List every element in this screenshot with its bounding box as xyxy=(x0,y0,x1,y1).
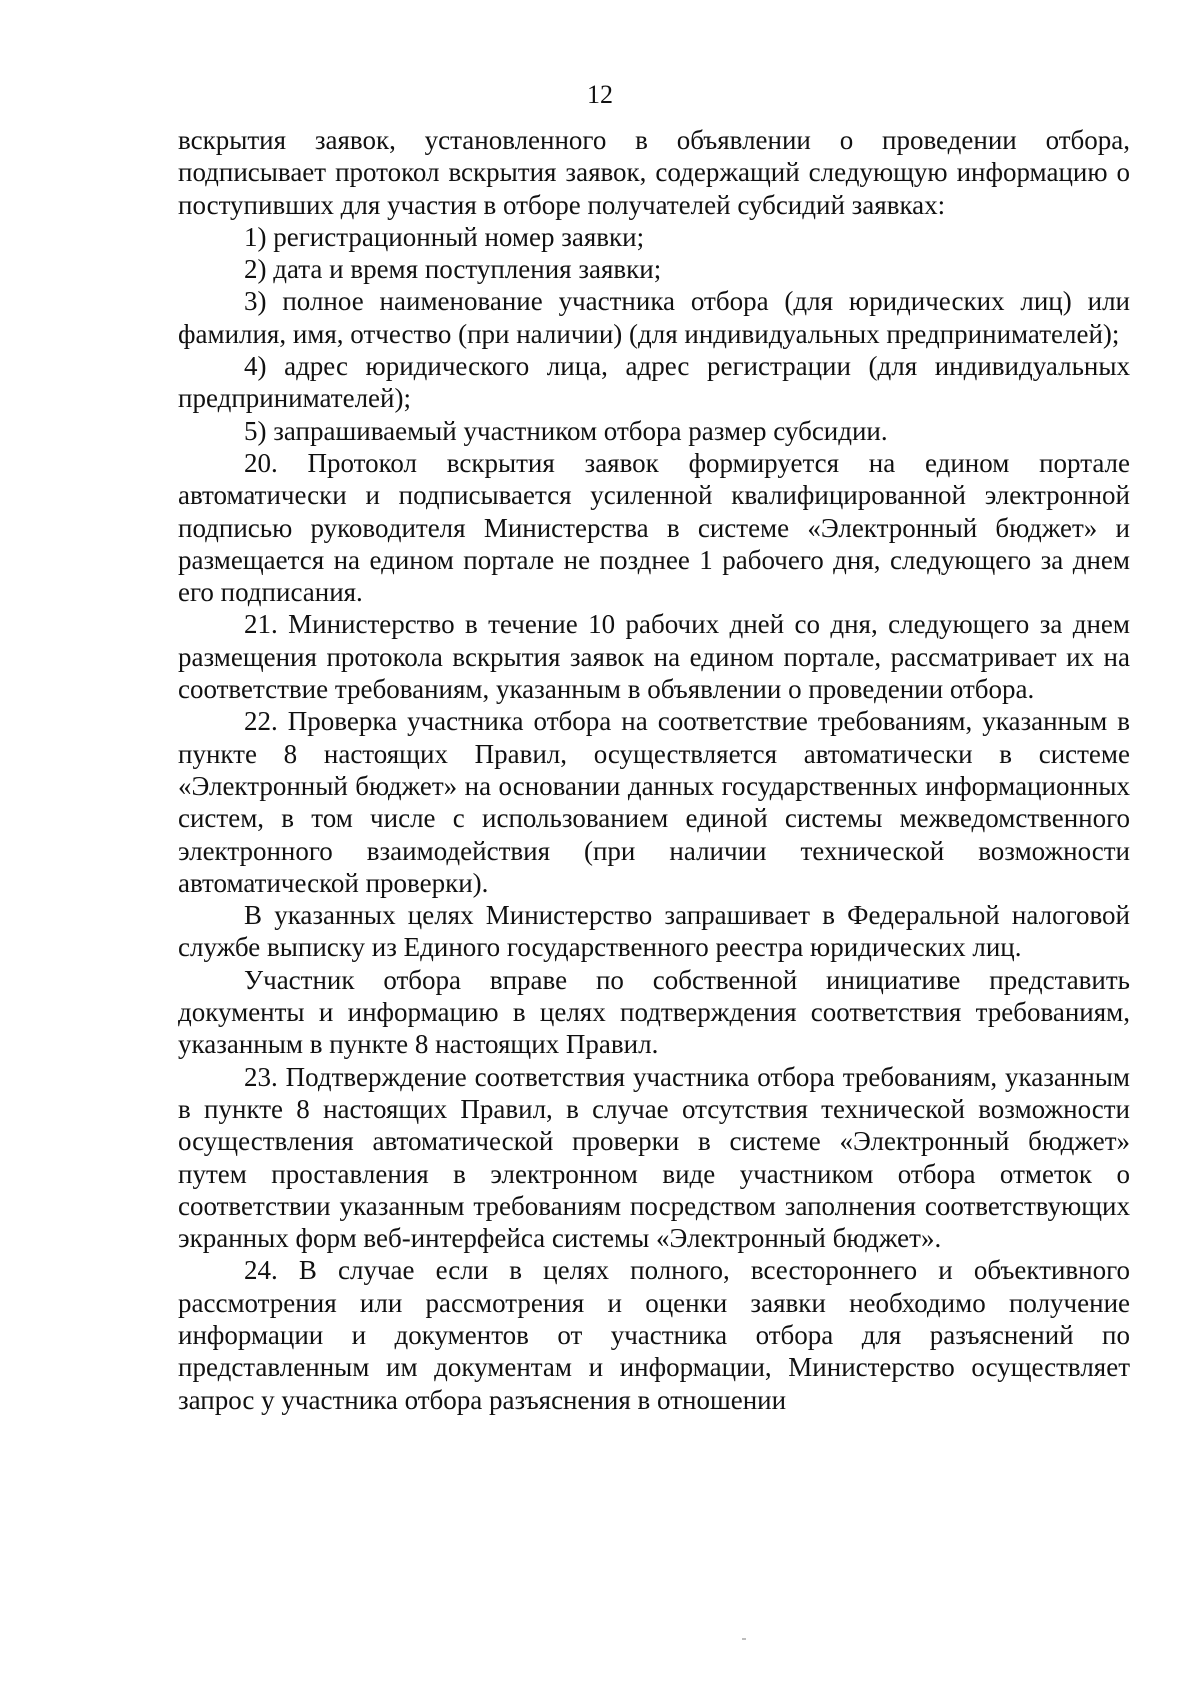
list-item-1: 1) регистрационный номер заявки; xyxy=(244,221,645,252)
list-item-3: 3) полное наименование участника отбора (для юридических лиц) или фамилия, имя, отчество (при наличии) (для индивидуальных предпринимателей); xyxy=(178,286,1130,349)
scan-mark xyxy=(742,1638,746,1640)
clause-20: 20. Протокол вскрытия заявок формируется на едином портале автоматически и подписывается усиленной квалифицированной электронной подписью руководителя Министерства в системе «Электронный бюджет» и размещается на едином портале не позднее 1 рабочего дня, следующего за днем его подписания. xyxy=(178,447,1130,608)
list-item-2: 2) дата и время поступления заявки; xyxy=(244,254,662,285)
document-body xyxy=(178,124,1130,1416)
clause-24: 24. В случае если в целях полного, всестороннего и объективного рассмотрения или рассмотрения и оценки заявки необходимо получение информации и документов от участника отбора для разъяснений по представленным им документам и информации, Министерство осуществляет запрос у участника отбора разъяснения в отношении xyxy=(178,1255,1130,1415)
list-item-5: 5) запрашиваемый участником отбора размер субсидии. xyxy=(244,415,888,446)
paragraph-continuation: вскрытия заявок, установленного в объявлении о проведении отбора, подписывает протокол вскрытия заявок, содержащий следующую информацию о поступивших для участия в отборе получателей субсидий заявках: xyxy=(178,125,1130,220)
list-item-4: 4) адрес юридического лица, адрес регистрации (для индивидуальных предпринимателей); xyxy=(178,351,1130,414)
clause-22-paragraph-2: В указанных целях Министерство запрашивает в Федеральной налоговой службе выписку из Единого государственного реестра юридических лиц. xyxy=(178,900,1130,963)
clause-23: 23. Подтверждение соответствия участника отбора требованиям, указанным в пункте 8 настоящих Правил, в случае отсутствия технической возможности осуществления автоматической проверки в системе «Электронный бюджет» путем проставления в электронном виде участником отбора отметок о соответствии указанным требованиям посредством заполнения соответствующих экранных форм веб-интерфейса системы «Электронный бюджет». xyxy=(178,1061,1130,1254)
clause-22: 22. Проверка участника отбора на соответствие требованиям, указанным в пункте 8 настоящих Правил, осуществляется автоматически в системе «Электронный бюджет» на основании данных государственных информационных систем, в том числе с использованием единой системы межведомственного электронного взаимодействия (при наличии технической возможности автоматической проверки). xyxy=(178,706,1130,898)
page-number: 12 xyxy=(587,80,613,109)
clause-22-paragraph-3: Участник отбора вправе по собственной инициативе представить документы и информацию в целях подтверждения соответствия требованиям, указанным в пункте 8 настоящих Правил. xyxy=(178,964,1130,1060)
clause-21: 21. Министерство в течение 10 рабочих дней со дня, следующего за днем размещения протокола вскрытия заявок на едином портале, рассматривает их на соответствие требованиям, указанным в объявлении о проведении отбора. xyxy=(178,609,1130,705)
